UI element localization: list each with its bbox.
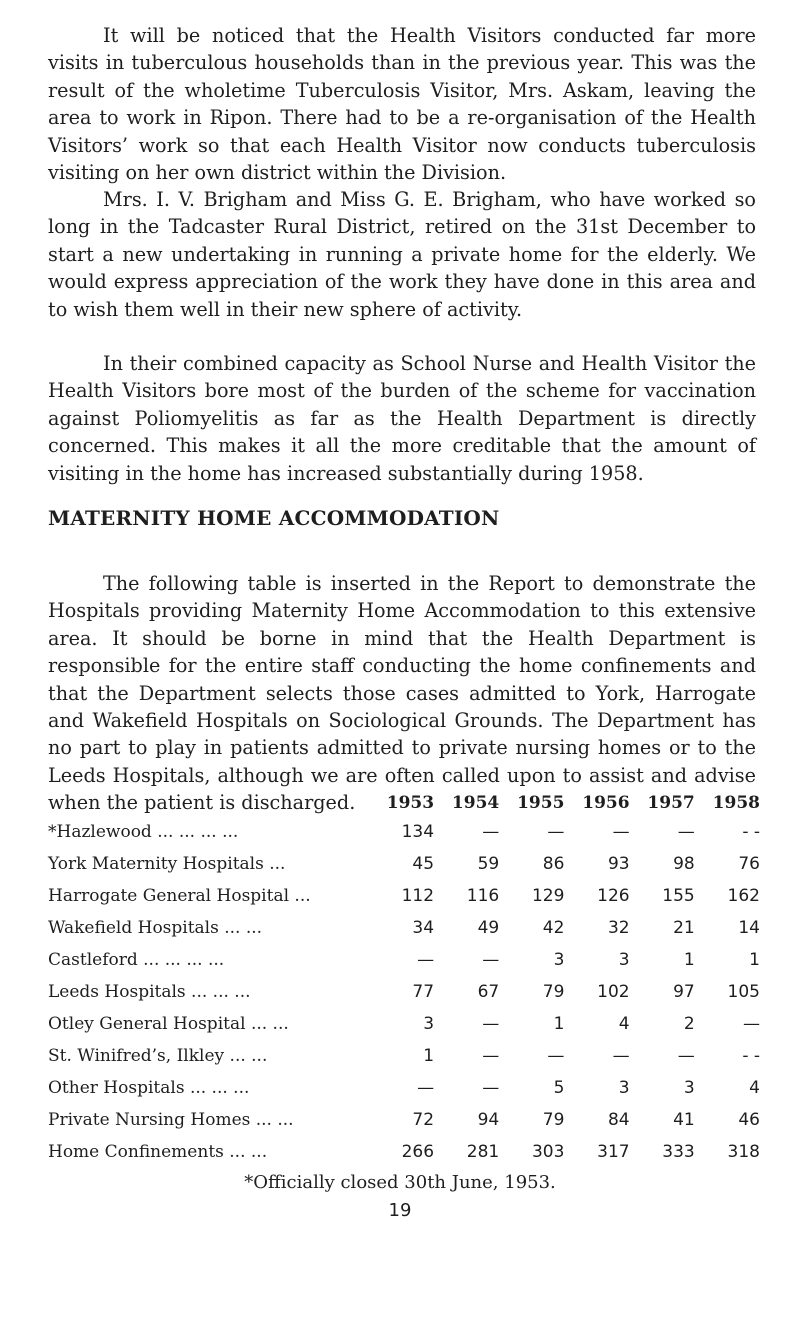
paragraph-maternity-intro: The following table is inserted in the Report to demonstrate the Hospitals providing Maternity Home Accommodation to this extensive area. It should be borne in mind that the Health Department is responsible for the entire staff conducting the home confinements and that the Department selects those cases admitted to York, Harrogate and Wakefield Hospitals on Sociological Grounds. The Department has no part to play in patients admitted to private nursing homes or to the Leeds Hospitals, although we are often called upon to assist and advise when the patient is discharged. [48,572,756,815]
table-cell: 42 [542,918,565,938]
year-header: 1955 [517,793,565,813]
table-cell: — [547,822,565,842]
maternity-table [48,790,760,1168]
table-cell: 3 [618,950,630,970]
table-cell: 3 [618,1078,630,1098]
table-cell: 3 [683,1078,695,1098]
table-cell: — [677,822,695,842]
table-cell: 79 [542,1110,565,1130]
table-row [48,976,760,1008]
table-cell: 79 [542,982,565,1002]
table-cell: 34 [412,918,435,938]
table-cell: — [743,1014,760,1034]
table-row [48,1136,760,1168]
table-cell: — [417,1078,435,1098]
table-header-blank [48,790,369,816]
table-cell: — [482,822,500,842]
year-header: 1953 [386,793,435,813]
table-cell: 3 [423,1014,435,1034]
table-row [48,1040,760,1072]
table-cell: 67 [477,982,500,1002]
row-label: Harrogate General Hospital ... [48,886,311,906]
table-cell: — [612,1046,630,1066]
table-row [48,880,760,912]
table-cell: 45 [412,854,435,874]
table-cell: 5 [553,1078,565,1098]
table-cell: 59 [477,854,500,874]
table-cell: 126 [597,886,630,906]
table-cell: — [547,1046,565,1066]
row-label: Castleford ... ... ... ... [48,950,225,970]
table-cell: 76 [738,854,760,874]
table-cell: 105 [727,982,760,1002]
year-header: 1957 [647,793,695,813]
table-cell: 116 [466,886,500,906]
table-cell: — [482,1046,500,1066]
table-cell: 98 [673,854,695,874]
table-cell: 4 [749,1078,760,1098]
table-cell: 266 [401,1142,435,1162]
table-cell: — [417,950,435,970]
table-header-row [48,790,760,816]
year-header: 1956 [582,793,630,813]
year-header: 1958 [712,793,760,813]
table-cell: 46 [738,1110,760,1130]
table-cell: 162 [727,886,760,906]
table-cell: 1 [423,1046,435,1066]
table-cell: 129 [531,886,565,906]
table-cell: - - [742,822,760,842]
table-cell: 1 [683,950,695,970]
row-label: Leeds Hospitals ... ... ... [48,982,251,1002]
table-footnote: *Officially closed 30th June, 1953. [244,1172,556,1193]
table-cell: 318 [727,1142,760,1162]
table-cell: 4 [618,1014,630,1034]
table-cell: 84 [607,1110,630,1130]
table-cell: 93 [607,854,630,874]
table-cell: 2 [683,1014,695,1034]
table-cell: 49 [477,918,500,938]
table-cell: 1 [749,950,760,970]
table-cell: — [612,822,630,842]
table-cell: 94 [477,1110,500,1130]
table-cell: 86 [542,854,565,874]
table-cell: 112 [401,886,435,906]
row-label: Wakefield Hospitals ... ... [48,918,263,938]
table-row [48,912,760,944]
table-cell: — [482,1078,500,1098]
table-row [48,1104,760,1136]
table-cell: - - [742,1046,760,1066]
table-cell: 333 [662,1142,695,1162]
table-cell: 1 [553,1014,565,1034]
table-cell: 102 [597,982,630,1002]
table-cell: — [482,1014,500,1034]
row-label: York Maternity Hospitals ... [48,854,286,874]
table-cell: 41 [673,1110,695,1130]
table-row [48,1072,760,1104]
row-label: Home Confinements ... ... [48,1142,268,1162]
table-cell: 14 [738,918,760,938]
table-cell: 77 [412,982,435,1002]
table-cell: — [677,1046,695,1066]
table-cell: 134 [401,822,435,842]
table-row [48,848,760,880]
table-cell: 21 [673,918,695,938]
table-cell: — [482,950,500,970]
paragraph-poliomyelitis: In their combined capacity as School Nurse and Health Visitor the Health Visitors bore most of the burden of the scheme for vaccination against Poliomyelitis as far as the Health Department is directly concerned. This makes it all the more creditable that the amount of visiting in the home has increased substantially during 1958. [48,352,756,485]
table-cell: 97 [673,982,695,1002]
table-row [48,1008,760,1040]
row-label: Otley General Hospital ... ... [48,1014,289,1034]
row-label: St. Winifred’s, Ilkley ... ... [48,1046,268,1066]
row-label: Other Hospitals ... ... ... [48,1078,250,1098]
year-header: 1954 [451,793,500,813]
row-label: *Hazlewood ... ... ... ... [48,822,239,842]
table-cell: 303 [531,1142,565,1162]
page-number: 19 [388,1200,412,1221]
paragraph-health-visitors: It will be noticed that the Health Visitors conducted far more visits in tuberculous households than in the previous year. This was the result of the wholetime Tuberculosis Visitor, Mrs. Askam, leaving the area to work in Ripon. There had to be a re-organisation of the Health Visitors’ work so that each Health Visitor now conducts tuberculosis visiting on her own district within the Division. [48,24,756,185]
table-cell: 281 [466,1142,500,1162]
table-cell: 3 [553,950,565,970]
row-label: Private Nursing Homes ... ... [48,1110,294,1130]
table-row [48,816,760,848]
table-cell: 32 [607,918,630,938]
table-cell: 317 [597,1142,630,1162]
paragraph-brigham-retirement: Mrs. I. V. Brigham and Miss G. E. Brigham, who have worked so long in the Tadcaster Rural District, retired on the 31st December to start a new undertaking in running a private home for the elderly. We would express appreciation of the work they have done in this area and to wish them well in their new sphere of activity. [48,188,756,321]
section-heading: MATERNITY HOME ACCOMMODATION [48,506,500,530]
table-cell: 72 [412,1110,435,1130]
table-cell: 155 [662,886,695,906]
table-row [48,944,760,976]
